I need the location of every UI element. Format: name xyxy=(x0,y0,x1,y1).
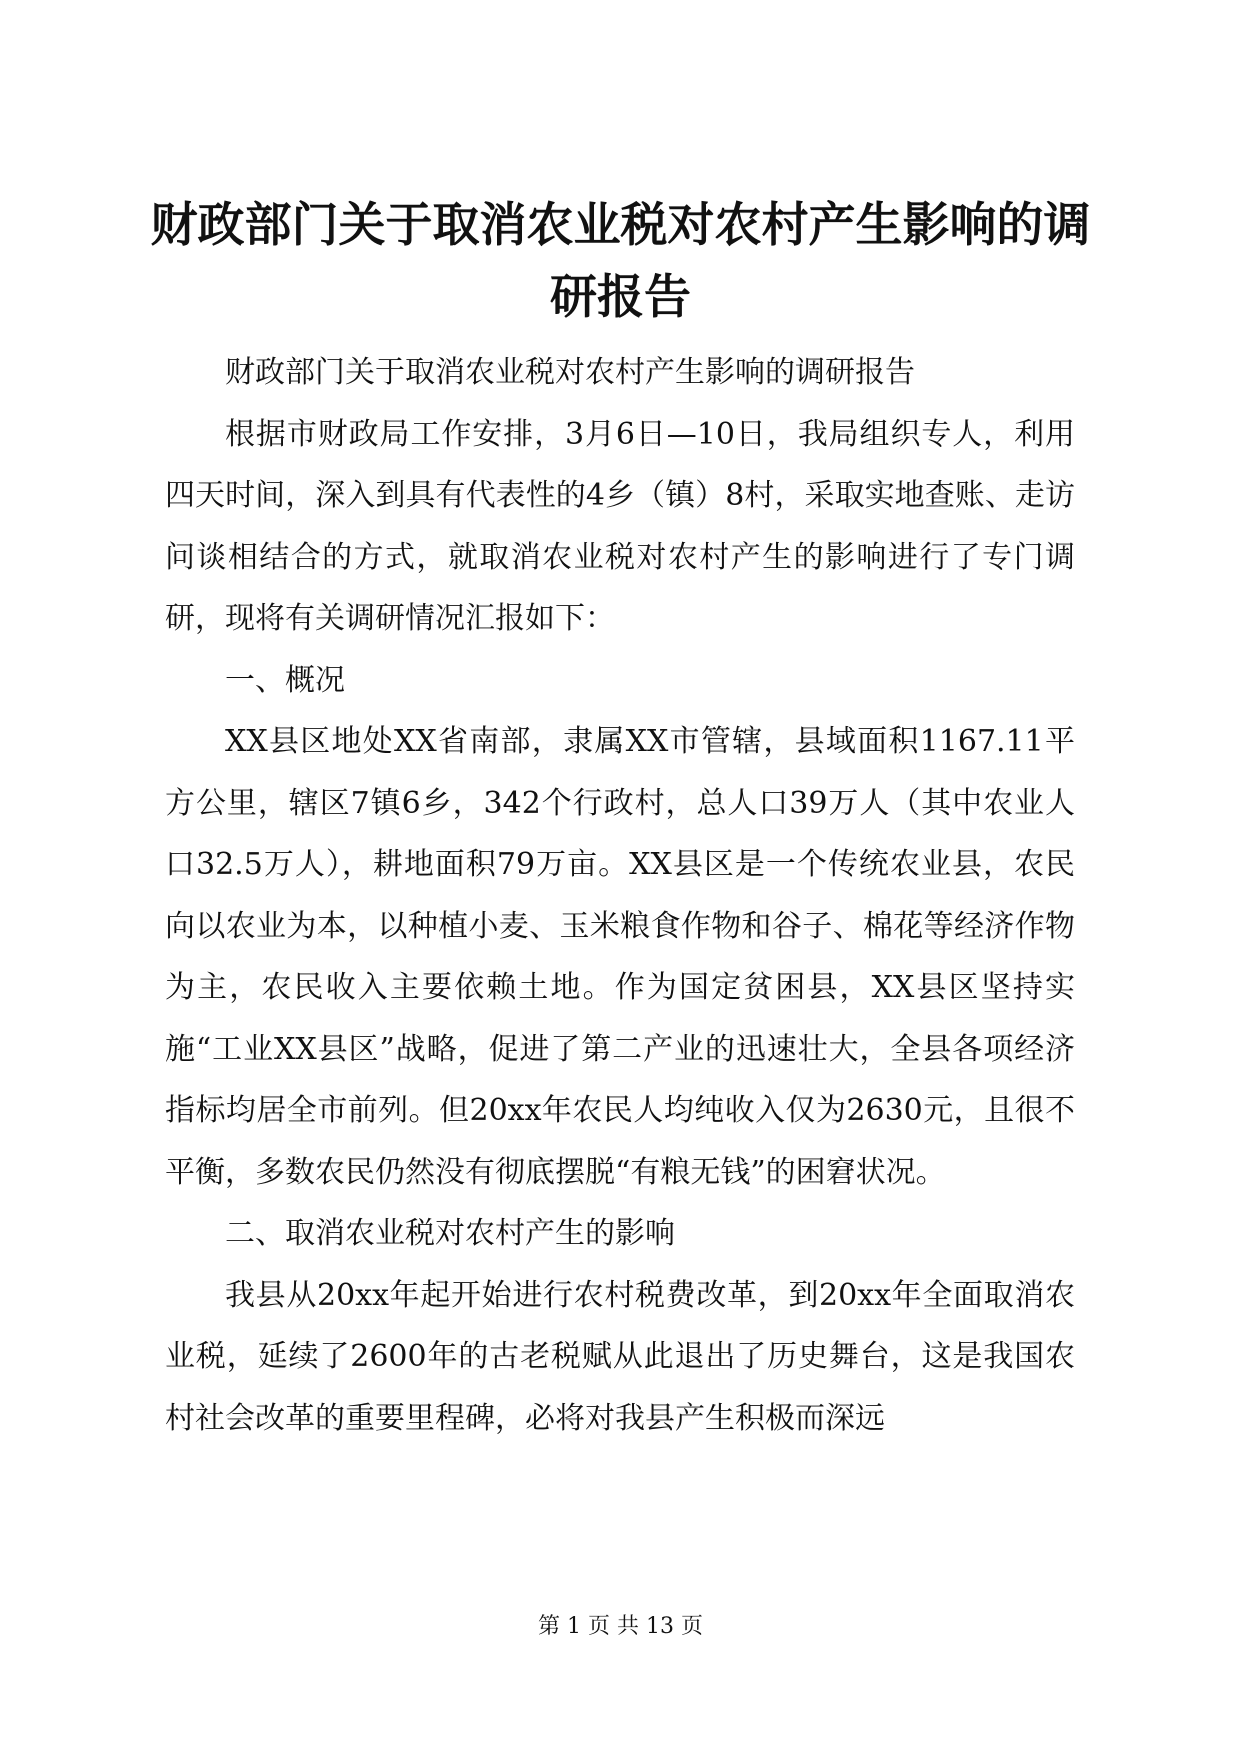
paragraph-intro: 根据市财政局工作安排，3月6日—10日，我局组织专人，利用四天时间，深入到具有代表性的4乡（镇）8村，采取实地查账、走访问谈相结合的方式，就取消农业税对农村产生的影响进行了专门调研，现将有关调研情况汇报如下： xyxy=(165,416,1075,636)
section-heading-overview: 一、概况 xyxy=(225,662,345,698)
document-body xyxy=(165,342,1075,1449)
section-heading-impact: 二、取消农业税对农村产生的影响 xyxy=(225,1216,675,1251)
document-title: 财政部门关于取消农业税对农村产生影响的调研报告 xyxy=(150,198,1091,325)
paragraph-impact: 我县从20xx年起开始进行农村税费改革，到20xx年全面取消农业税，延续了2600年的古老税赋从此退出了历史舞台，这是我国农村社会改革的重要里程碑，必将对我县产生积极而深远 xyxy=(165,1277,1075,1436)
paragraph-subtitle: 财政部门关于取消农业税对农村产生影响的调研报告 xyxy=(225,355,915,390)
page-number-footer: 第 1 页 共 13 页 xyxy=(538,1614,703,1639)
paragraph-overview: XX县区地处XX省南部，隶属XX市管辖，县域面积1167.11平方公里，辖区7镇6乡，342个行政村，总人口39万人（其中农业人口32.5万人），耕地面积79万亩。XX县区是一个传统农业县，农民向以农业为本，以种植小麦、玉米粮食作物和谷子、棉花等经济作物为主，农民收入主要依赖土地。作为国定贫困县，XX县区坚持实施“工业XX县区”战略，促进了第二产业的迅速壮大，全县各项经济指标均居全市前列。但20xx年农民人均纯收入仅为2630元，且很不平衡，多数农民仍然没有彻底摆脱“有粮无钱”的困窘状况。 xyxy=(165,724,1075,1190)
